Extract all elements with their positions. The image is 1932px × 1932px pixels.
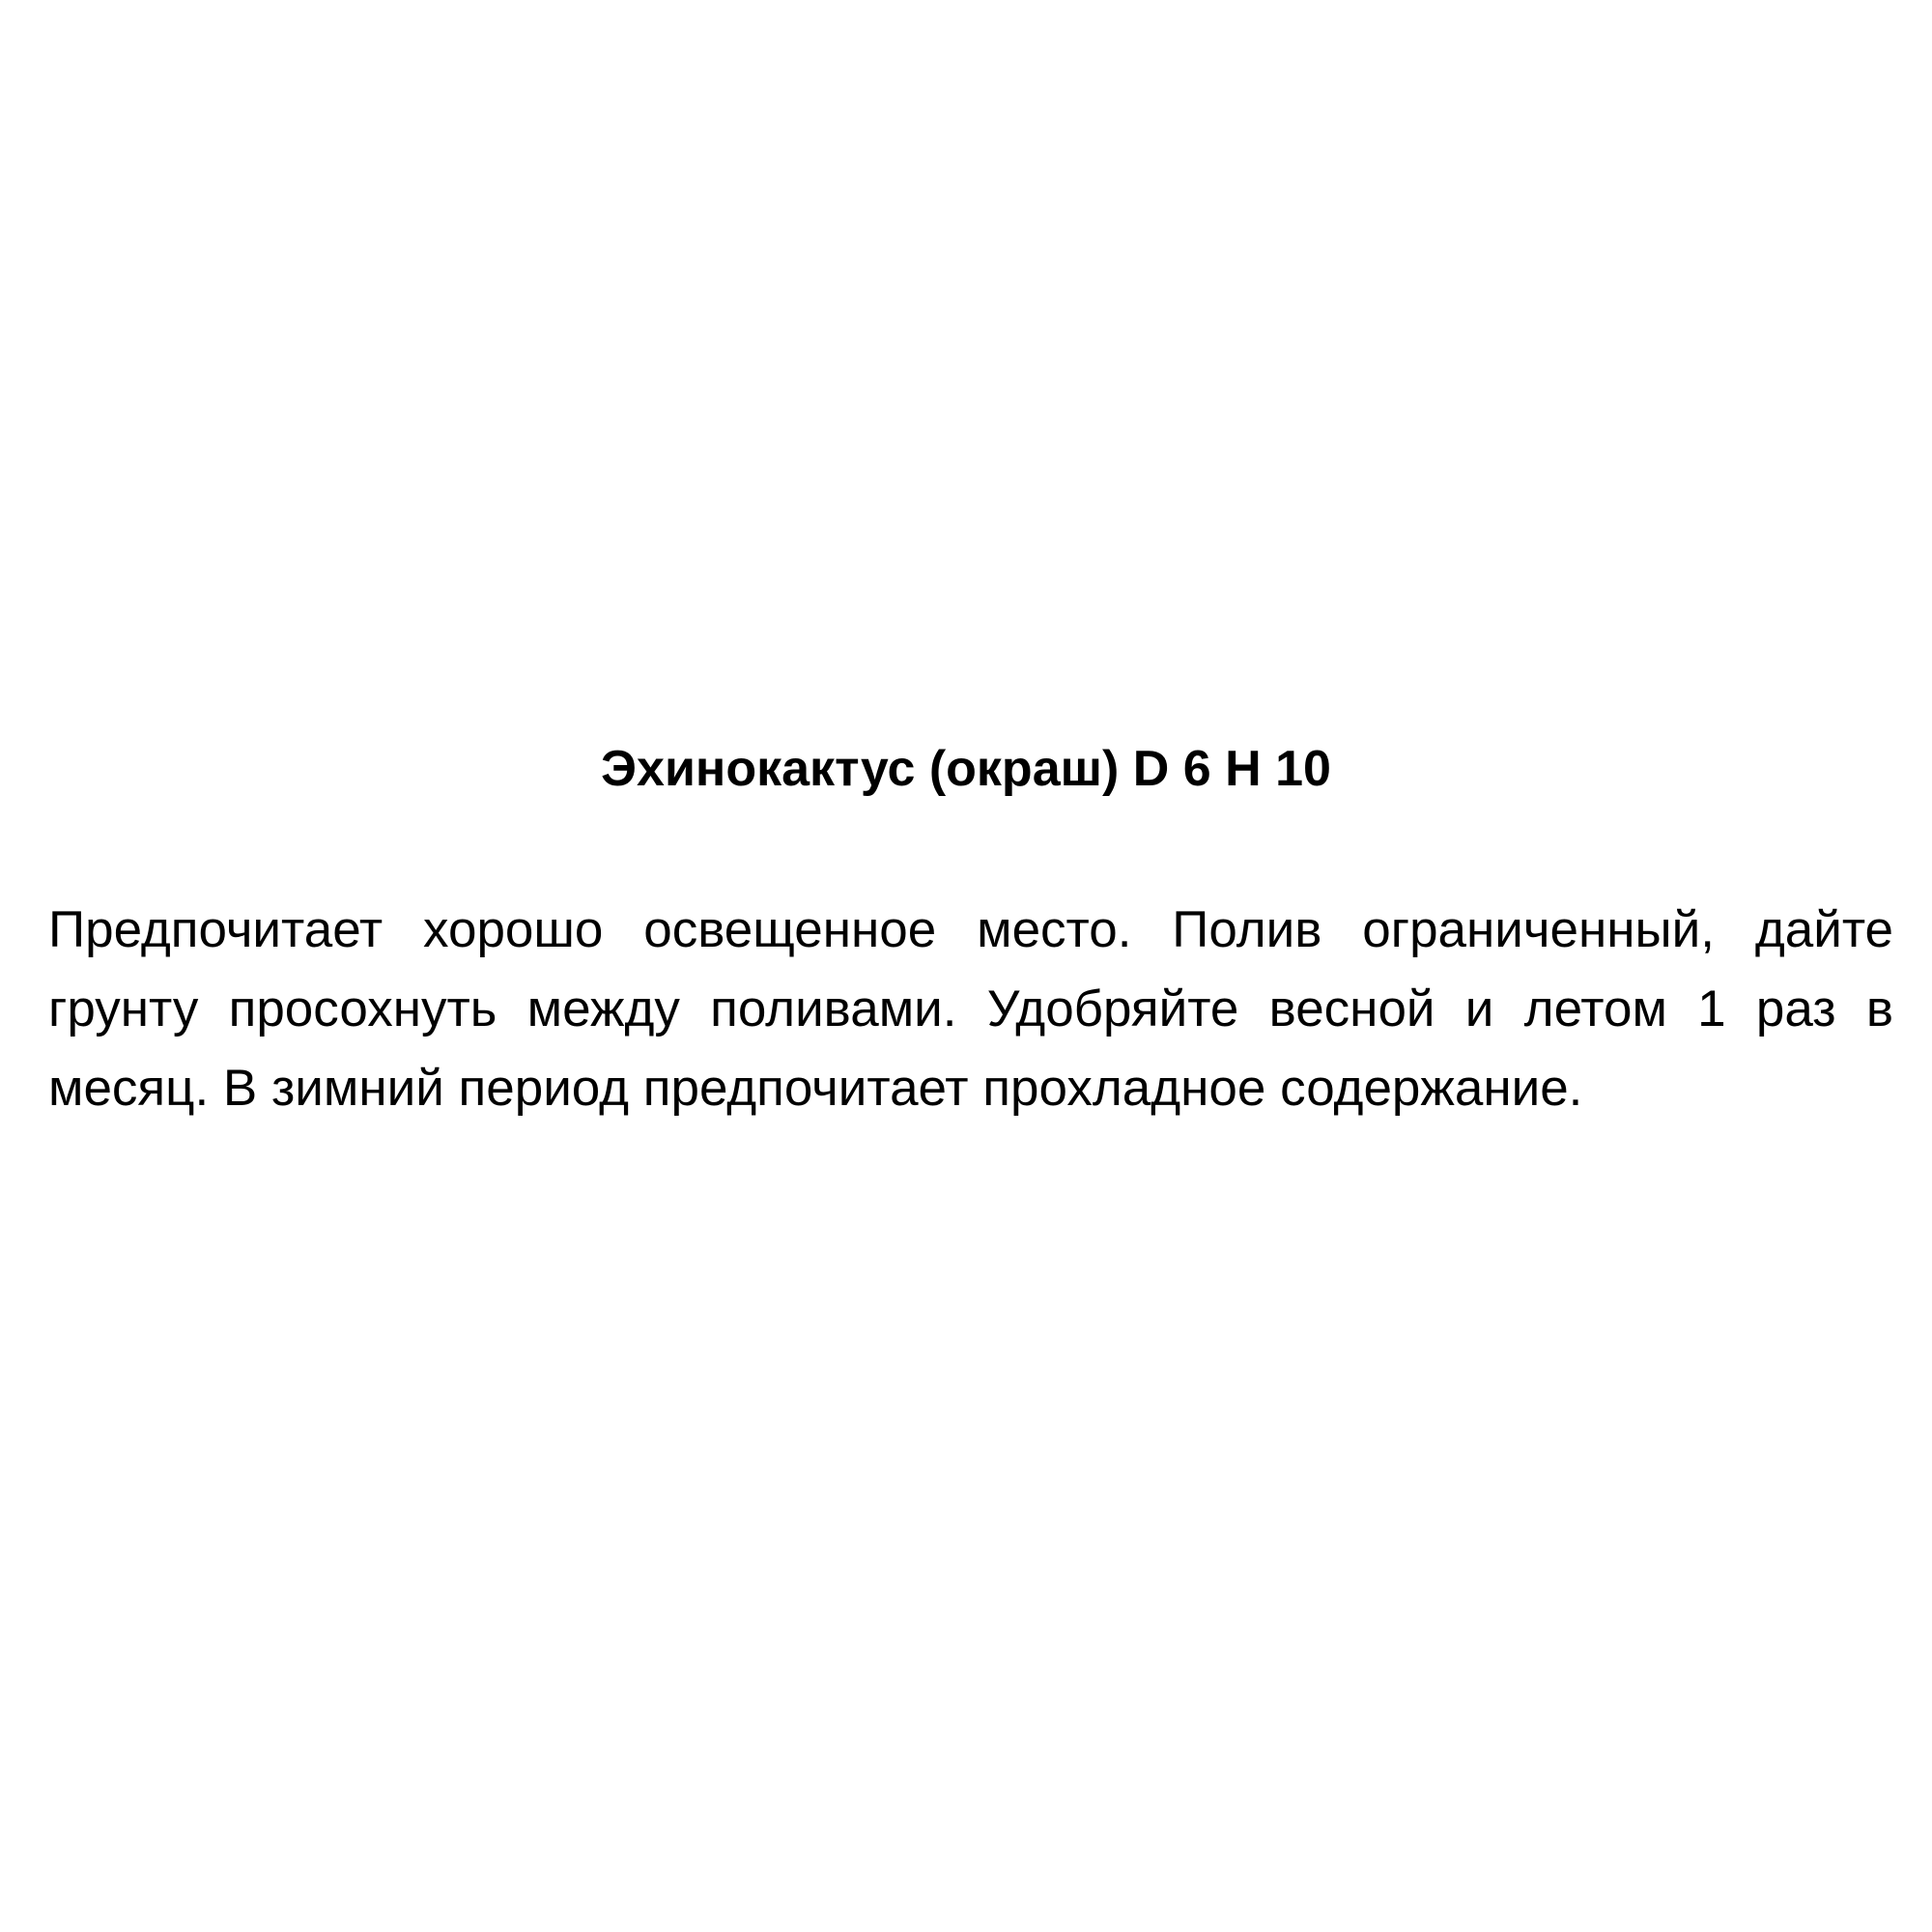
product-title: Эхинокактус (окраш) D 6 H 10 (601, 741, 1331, 797)
care-instructions-text: Предпочитает хорошо освещенное место. Полив ограниченный, дайте грунту просохнуть между поливами. Удобряйте весной и летом 1 раз в месяц. В зимний период предпочитает прохладное содержание. (48, 901, 1893, 1117)
